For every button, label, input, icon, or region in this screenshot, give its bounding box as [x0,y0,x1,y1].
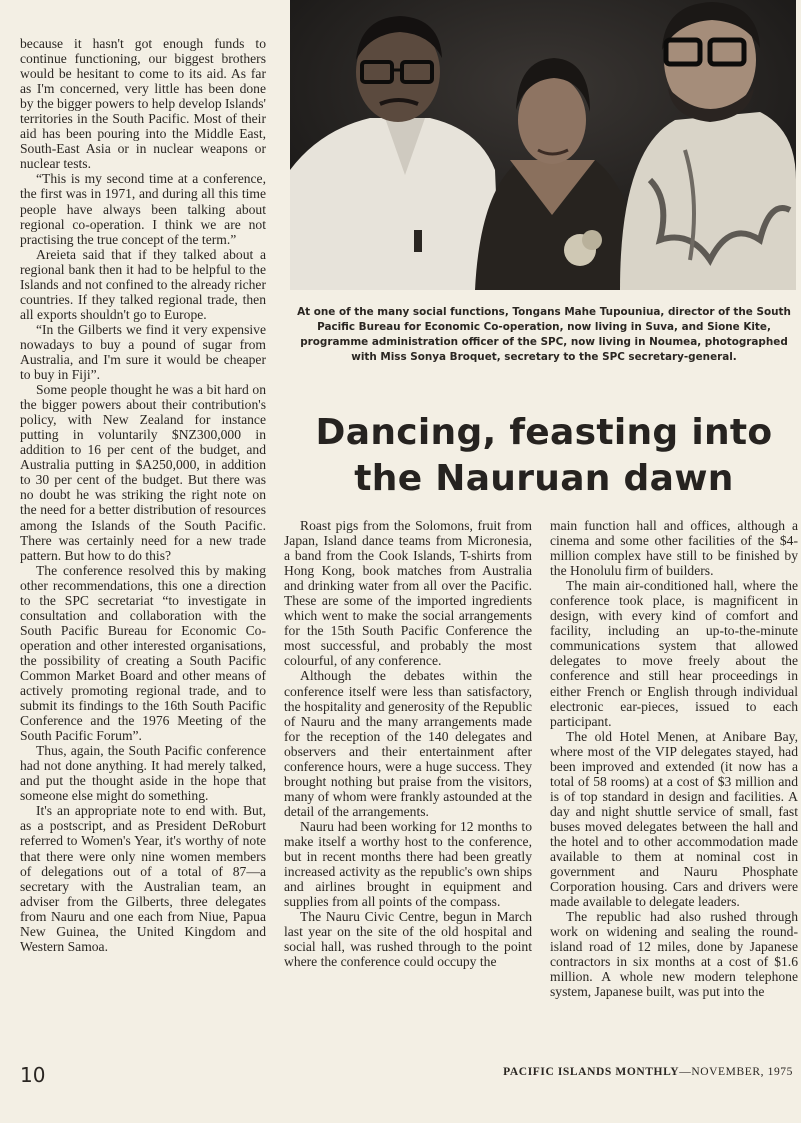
paragraph: main function hall and offices, although a cinema and some other facilities of the $4-million complex have still to be finished by the Honolulu firm of builders. [550,518,798,579]
paragraph: The republic had also rushed through work on widening and sealing the round-island road of 12 miles, done by Japanese contractors in six months at a cost of $1.6 million. A whole new modern telephone system, Japanese built, was put into the [550,909,798,1000]
paragraph: It's an appropriate note to end with. But, as a postscript, and as President DeRoburt referred to Women's Year, it's worthy of note that there were only nine women members of delegations out of a total of 87—a secretary with the Australian team, an adviser from the Gilberts, three delegates from Nauru and one each from Niue, Papua New Guinea, the United Kingdom and Western Samoa. [20,803,266,954]
middle-article-column [284,518,532,969]
right-article-column [550,518,798,1000]
publication-title: PACIFIC ISLANDS MONTHLY [503,1066,680,1078]
issue-date: —NOVEMBER, 1975 [679,1066,793,1078]
article-headline [290,410,798,502]
paragraph: The conference resolved this by making other recommendations, this one a direction to the SPC secretariat “to investigate in consultation and collaboration with the South Pacific Bureau for Economic Co-operation and other interested organisations, the possibility of creating a South Pacific Common Market Board and other means of actively promoting regional trade, and to submit its findings to the 16th South Pacific Conference and the 1976 Meeting of the South Pacific Forum”. [20,562,266,744]
paragraph: Nauru had been working for 12 months to make itself a worthy host to the conference, but in recent months there had been greatly increased activity as the republic's own ships and airlines brought in equipment and supplies from all points of the compass. [284,818,532,910]
paragraph: because it hasn't got enough funds to continue functioning, our biggest brothers would be hesitant to come to its aid. As far as I'm concerned, very little has been done by the bigger powers to help develop Islands' territories in the South Pacific. Most of their aid has been pouring into the Middle East, South-East Asia or in nuclear weapons or nuclear tests. [20,36,266,172]
paragraph: The Nauru Civic Centre, begun in March last year on the site of the old hospital and social hall, was rushed through to the point where the conference could occupy the [284,909,532,970]
paragraph: Areieta said that if they talked about a regional bank then it had to be helpful to the Islands and not confined to the already richer countries. If they talked regional trade, then all exports shouldn't go to Europe. [20,246,266,322]
paragraph: “This is my second time at a conference, the first was in 1971, and during all this time people have always been talking about regional co-operation. I think we are not practising the true concept of the term.” [20,171,266,247]
photo-caption: At one of the many social functions, Tongans Mahe Tupouniua, director of the South Pacific Bureau for Economic Co-operation, now living in Suva, and Sione Kite, programme administration officer of the SPC, now living in Noumea, photographed with Miss Sonya Broquet, secretary to the SPC secretary-general. [297,306,791,363]
paragraph: Some people thought he was a bit hard on the bigger powers about their contribution's policy, with New Zealand for instance putting in voluntarily $NZ300,000 in addition to 16 per cent of the budget, and Australia putting in $A250,000, in addition to 30 per cent of the budget. But there was no doubt he was striking the right note on the need for a better distribution of resources among the Islands of the South Pacific. There was certainly need for a new trade pattern. But how to do this? [20,382,266,563]
paragraph: Roast pigs from the Solomons, fruit from Japan, Island dance teams from Micronesia, a band from the Cook Islands, T-shirts from Hong Kong, book matches from Australia and drinking water from all over the Pacific. These are some of the imported ingredients which went to make the social arrangements for the 15th South Pacific Conference the most successful, and probably the most colourful, of any conference. [284,518,532,669]
headline-line-2: the Nauruan dawn [354,458,734,499]
page-number: 10 [20,1063,46,1087]
left-article-column [20,36,266,954]
paragraph: Although the debates within the conference itself were less than satisfactory, the hospitality and generosity of the Republic of Nauru and the many arrangements made for the reception of the 140 delegates and observers and their entertainment after conference hours, were a huge success. They brought nothing but praise from the visitors, many of whom were frankly astounded at the detail of the arrangements. [284,668,532,819]
group-photo [290,0,796,290]
paragraph: The old Hotel Menen, at Anibare Bay, where most of the VIP delegates stayed, had been improved and extended (it now has a total of 58 rooms) at a cost of $3 million and is of top standard in design and facilities. A day and night shuttle service of small, fast buses moved delegates between the hall and the hotel and to other accommodation made available to them at nominal cost in government and Nauru Phosphate Corporation housing. Cars and drivers were made available to delegate leaders. [550,728,798,910]
headline-line-1: Dancing, feasting into [315,412,773,453]
photo-illustration [290,0,796,290]
paragraph: Thus, again, the South Pacific conference had not done anything. It had merely talked, and put the thought aside in the hope that someone else might do something. [20,743,266,804]
paragraph: The main air-conditioned hall, where the conference took place, is magnificent in design, with every kind of comfort and facility, including an up-to-the-minute communications system that allowed delegates to move freely about the conference and still hear proceedings in either French or English through individual electronic ear-pieces, issued to each participant. [550,578,798,729]
running-footer [503,1066,793,1078]
paragraph: “In the Gilberts we find it very expensive nowadays to buy a pound of sugar from Australia, and I'm sure it would be cheaper to buy in Fiji”. [20,321,266,383]
